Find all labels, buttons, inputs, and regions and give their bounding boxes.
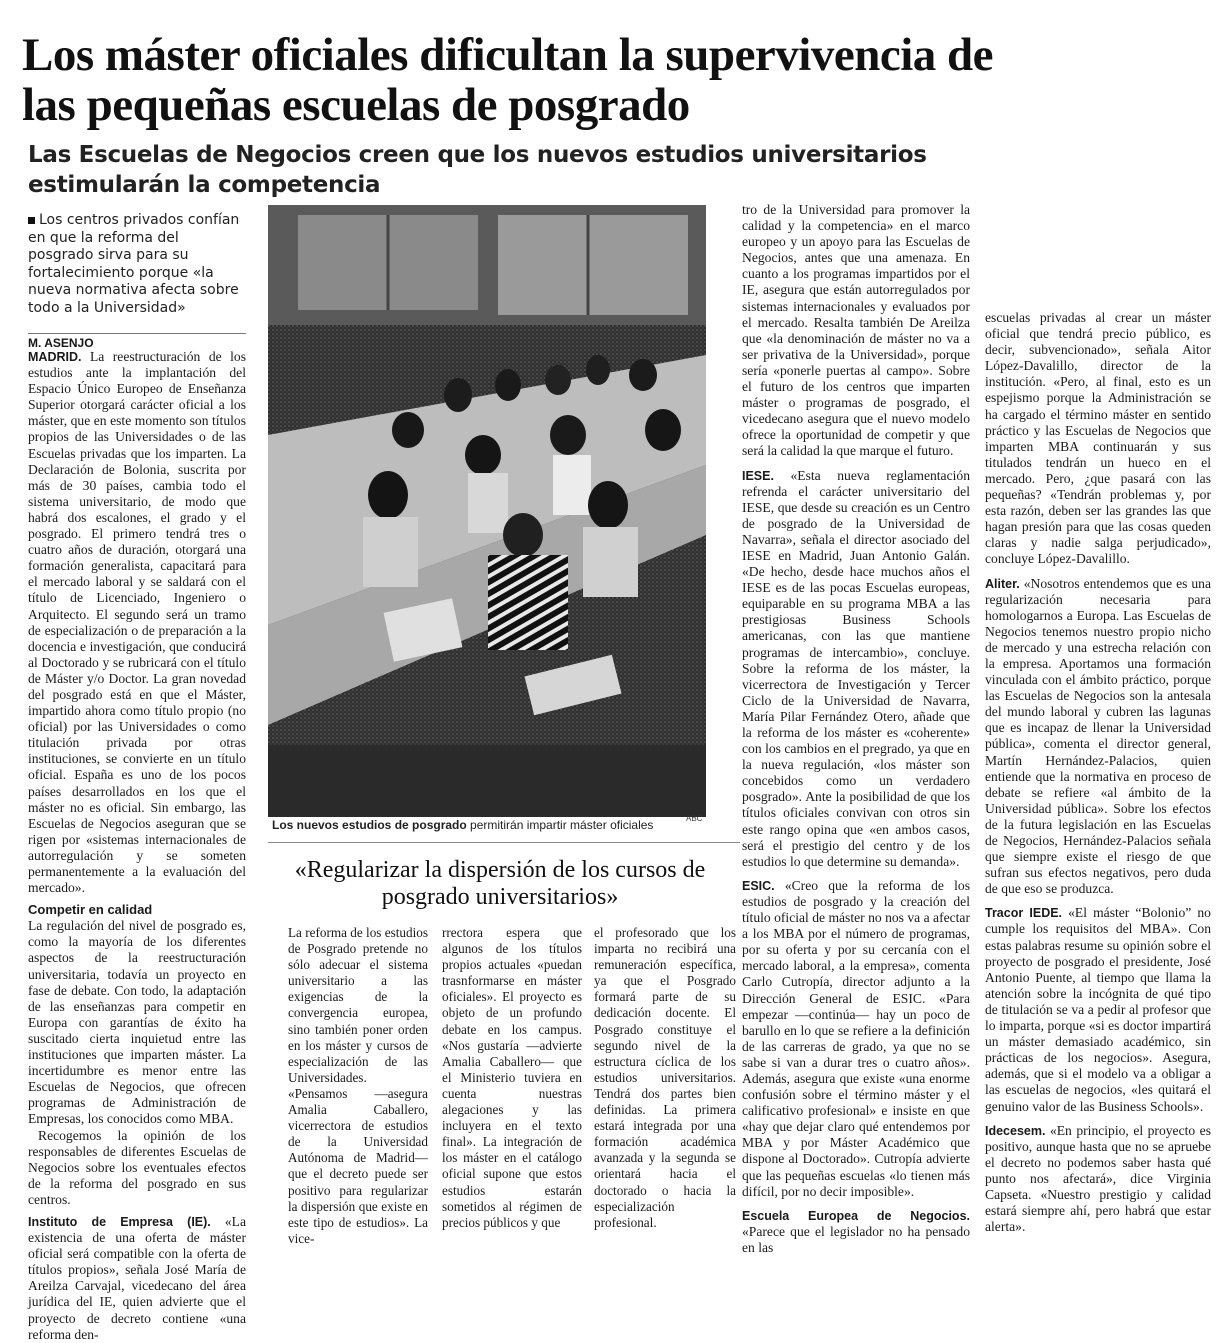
col1-paragraph: La reestructuración de los estudios ante la implantación del Espacio Único Europeo de Enseñanza Superior otorgará carácter oficial a los máster, que en este momento son títulos propios de las Universidades o de las Escuelas privadas que los imparten. La Declaración de Bolonia, suscrita por más de 30 países, cambia todo el sistema universitario, de modo que habrá dos escalones, el grado y el posgrado. El primero tendrá tres o cuatro años de duración, otorgará una formación generalista, capacitará para el mercado laboral y se saldará con el título de Licenciado, Ingeniero o Arquitecto. El segundo será un tramo de especialización o de preparación a la docencia e investigación, que conducirá al Doctorado y se rubricará con el título de Máster y/o Doctor. La gran novedad del posgrado está en que el Máster, impartido ahora como título propio (no oficial) por las Universidades o como titulación privada por otras instituciones, se convierte en un título oficial. España es uno de los pocos países desarrollados en los que el máster no es oficial. Sin embargo, las Escuelas de Negocios aseguran que se rigen por «sistemas internacionales de autorregulación y se someten permanentemente a la evaluación del mercado». (28, 349, 246, 896)
lead-ie: Instituto de Empresa (IE). (28, 1214, 211, 1229)
lead-aliter: Aliter. (985, 576, 1020, 591)
col3-paragraph: tro de la Universidad para promover la calidad y la competencia» en el marco europeo y un apoyo para las Escuelas de Negocios, antes que una amenaza. En cuanto a los programas impartidos por el IE, asegura que están autorregulados por sistemas internacionales y evaluados por el mercado. Resalta también De Areilza que «la denominación de máster no va a ser privativa de la Universidad», porque sería «ponerle puertas al campo». Sobre el futuro de los centros que imparten máster o programas de posgrado, el vicedecano asegura que el nuevo modelo ofrece la oportunidad de competir y que será la calidad la que marque el futuro. (742, 202, 970, 459)
col4-paragraph: «El máster “Bolonio” no cumple los requisitos del MBA». Con estas palabras resume su opinión sobre el proyecto de posgrado el presidente, José Antonio Puente, al tiempo que llama la atención sobre la incógnita de qué tipo de titulación se va a pedir al profesor que lo imparta, porque «si es doctor impartirá un máster demasiado académico, sin prácticas de los negocios». Asegura, además, que si el modelo va a obligar a las escuelas de negocios, «les quitará el genuino valor de las Business Schools». (985, 905, 1211, 1114)
classroom-photo (268, 205, 706, 817)
col1-paragraph: «La existencia de una oferta de máster oficial será compatible con la oferta de títulos propios», señala José María de Areilza Carvajal, vicedecano del área jurídica del IE, quien advierte que el proyecto de decreto contiene «una reforma den- (28, 1213, 246, 1342)
col3-paragraph: «Parece que el legislador no ha pensado en las (742, 1223, 970, 1255)
summary-box (28, 212, 246, 317)
lead-escuela-europea: Escuela Europea de Negocios. (742, 1208, 970, 1223)
box-column-1 (288, 925, 428, 1247)
col3-paragraph: «Creo que la reforma de los estudios de posgrado y la creación del título oficial de máster no nos va a afectar a los MBA por el número de programas, por su oferta y por su cercanía con el mercado laboral, a la empresa», comenta Carlo Cutropía, director adjunto a la Dirección General de ESIC. «Para empezar —continúa— hay un poco de barullo en lo que se refiere a la definición de las carreras de grado, ya que no se sabe si van a durar tres o cuatro años». Además, asegura que existe «una enorme confusión sobre el término máster y el calificativo profesional» e insiste en que «hay que dejar claro qué entendemos por MBA y por Máster Académico que dispone al Doctorado». Cutropía advierte que las pequeñas escuelas «lo tienen más difícil, por no decir imposible». (742, 877, 970, 1199)
caption-text: permitirán impartir máster oficiales (466, 818, 654, 832)
column-3 (742, 202, 970, 1256)
box-paragraph: rrectora espera que algunos de los títulos propios actuales «puedan trasnformarse en máster oficiales». El proyecto es objeto de un profundo debate en los campus. «Nos gustaría —advierte Amalia Caballero— que el Ministerio tuviera en cuenta nuestras alegaciones y las incluyera en el texto final». La integración de los máster en el catálogo oficial supone que estos estudios estarán sometidos al régimen de precios públicos y que (442, 925, 582, 1230)
column-1 (28, 349, 246, 1343)
col4-paragraph: «Nosotros entendemos que es una regularización necesaria para homologarnos a Europa. Las Escuelas de Negocios tenemos nuestro propio nicho de mercado y una estrecha relación con la empresa. Aportamos una formación vinculada con el ámbito práctico, porque las Escuelas de Negocios son la antesala del mundo laboral y cubren las lagunas que es incapaz de llenar la Universidad pública», comenta el director general, Martín Hernández-Palacios, quien entiende que la normativa en proceso de debate se refiere «al ámbito de la Universidad pública». Sobre los efectos de la futura legislación en las Escuelas de Negocios, Hernández-Palacios señala que siempre existe el riesgo de que sufran sus efectos negativos, pero duda de que eso se produzca. (985, 575, 1211, 897)
lead-esic: ESIC. (742, 878, 775, 893)
pull-quote: «Regularizar la dispersión de los cursos de posgrado universitarios» (294, 857, 706, 910)
column-4 (985, 310, 1211, 1235)
col4-paragraph: escuelas privadas al crear un máster oficial que tendrá precio público, es decir, subvencionado», señala Aitor López-Davalillo, director de la institución. «Pero, al final, esto es un espejismo porque la Administración se ha cargado el término máster en sentido práctico y las Escuelas de Negocios que imparten MBA continuarán y sus titulados tendrán un hueco en el mercado. Pero, ¿que pasará con las pequeñas? «Tendrán problemas y, por esta razón, deben ser las grandes las que hagan presión para que las cosas queden claras y nadie salga perjudicado», concluye López-Davalillo. (985, 310, 1211, 567)
box-paragraph: el profesorado que los imparta no recibirá una remuneración específica, ya que el Posgrado formará parte de su dedicación docente. El Posgrado constituye el segundo nivel de la estructura cíclica de los estudios universitarios. Tendrá dos partes bien definidas. La primera estará integrada por una formación académica avanzada y la segunda se orientará hacia el doctorado o hacia la especialización profesional. (594, 925, 736, 1230)
summary-text: Los centros privados confían en que la reforma del posgrado sirva para su fortalecimiento porque «la nueva normativa afecta sobre todo a la Universidad» (28, 212, 240, 316)
photo-caption (272, 818, 712, 832)
divider (268, 842, 740, 843)
bullet-icon (28, 217, 35, 224)
box-paragraph: La reforma de los estudios de Posgrado pretende no sólo adecuar el sistema universitario a las exigencias de la convergencia europea, sino también poner orden en los máster y cursos de especialización de las Universidades. «Pensamos —asegura Amalia Caballero, vicerrectora de estudios de la Universidad Autónoma de Madrid— que el decreto puede ser positivo para regularizar la dispersión que existe en este tipo de estudios». La vice- (288, 925, 428, 1246)
subheadline: Las Escuelas de Negocios creen que los nuevos estudios universitarios estimularán la competencia (28, 142, 927, 198)
col4-paragraph: «En principio, el proyecto es positivo, aunque hasta que no se apruebe el decreto no podemos saber hasta qué punto nos afectará», dice Virginia Capseta. «Nuestro prestigio y calidad estará siempre ahí, pero habrá que estar alerta». (985, 1122, 1211, 1235)
box-column-3 (594, 925, 736, 1231)
col1-paragraph: La regulación del nivel de posgrado es, como la mayoría de los diferentes aspectos de la reestructuración universitaria, todavía un proyecto en fase de debate. Con todo, la adaptación de las enseñanzas para competir en Europa con garantías de éxito ha suscitado cierta inquietud entre las instituciones que imparten máster. La incertidumbre es menor entre las Escuelas de Negocios, que ofrecen programas de Administración de Empresas, los conocidos como MBA. (28, 918, 246, 1127)
lead-idecesem: Idecesem. (985, 1123, 1046, 1138)
caption-bold: Los nuevos estudios de posgrado (272, 818, 467, 832)
section-heading-competir: Competir en calidad (28, 902, 153, 918)
col3-paragraph: «Esta nueva reglamentación refrenda el carácter universitario del IESE, que desde su creación es un Centro de posgrado de la Universidad de Navarra», señala el director asociado del IESE en Madrid, Juan Antonio Galán. «De hecho, desde hace muchos años el IESE es de las pocas Escuelas europeas, equiparable en su programa MBA a las prestigiosas Business Schools americanas, con las que mantiene programas de intercambio», concluye. Sobre la reforma de los máster, la vicerrectora de Investigación y Tercer Ciclo de la Universidad de Navarra, María Pilar Fernández Otero, añade que la reforma de los máster es «coherente» con los cambios en el pregrado, ya que en la nueva regulación, «los máster son concebidos como un verdadero posgrado». Ante la posibilidad de que los títulos oficiales convivan con otros sin este rango opina que «en ambos casos, será el prestigio del centro y de los estudios lo que determine su demanda». (742, 467, 970, 869)
classroom-photo-illustration (268, 205, 706, 817)
byline: M. ASENJO (28, 333, 246, 350)
headline: Los máster oficiales dificultan la supervivencia de las pequeñas escuelas de posgrado (22, 29, 994, 131)
col1-paragraph: Recogemos la opinión de los responsables de diferentes Escuelas de Negocios sobre los eventuales efectos de la reforma del posgrado en sus centros. (28, 1127, 246, 1207)
dateline: MADRID. (28, 350, 82, 364)
lead-iese: IESE. (742, 468, 774, 483)
lead-tracor: Tracor IEDE. (985, 906, 1063, 921)
box-column-2 (442, 925, 582, 1231)
photo-credit: ABC (686, 814, 703, 823)
